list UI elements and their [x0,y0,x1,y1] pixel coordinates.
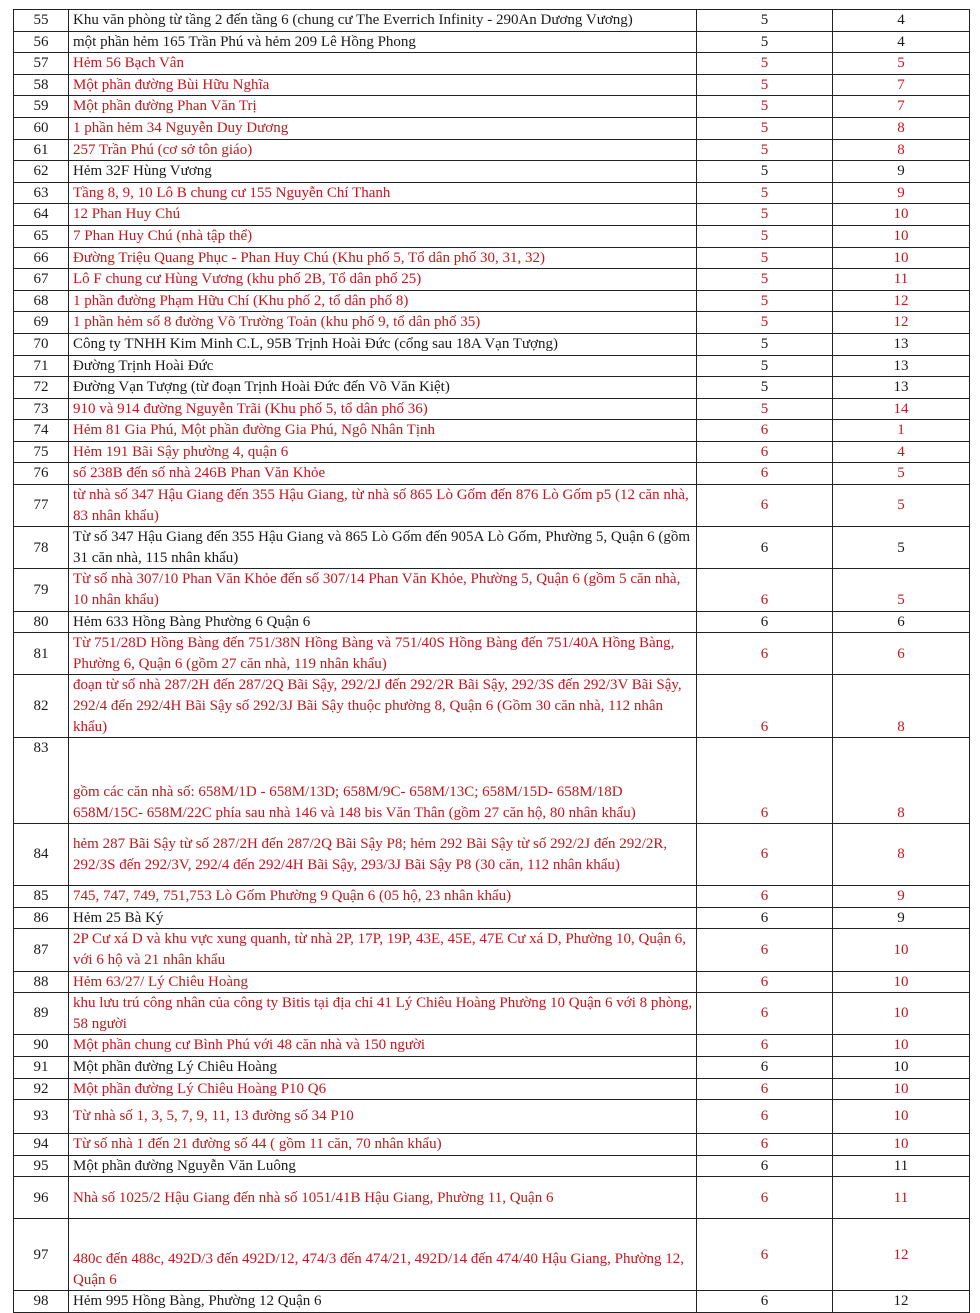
row-ward: 10 [833,204,970,226]
row-ward: 12 [833,312,970,334]
row-description: Hẻm 63/27/ Lý Chiêu Hoàng [69,971,697,993]
table-row [14,161,970,183]
row-number: 61 [14,139,69,161]
row-district: 6 [697,1035,833,1057]
table-row [14,1056,970,1078]
row-district: 5 [697,204,833,226]
row-district: 6 [697,1177,833,1219]
table-row [14,1078,970,1100]
row-district: 6 [697,929,833,971]
row-district: 6 [697,1056,833,1078]
row-description: Hẻm 25 Bà Ký [69,907,697,929]
table-row [14,377,970,399]
row-description: Từ 751/28D Hồng Bàng đến 751/38N Hồng Bàng và 751/40S Hồng Bàng đến 751/40A Hồng Bàng, Phường 6, Quận 6 (gồm 27 căn nhà, 119 nhân khẩu) [69,633,697,675]
table-row [14,1219,970,1291]
row-number: 72 [14,377,69,399]
row-number: 66 [14,247,69,269]
row-description: 745, 747, 749, 751,753 Lò Gốm Phường 9 Quận 6 (05 hộ, 23 nhân khẩu) [69,886,697,908]
table-row [14,1100,970,1134]
row-district: 6 [697,907,833,929]
row-description: đoạn từ số nhà 287/2H đến 287/2Q Bãi Sậy, 292/2J đến 292/2R Bãi Sậy, 292/3S đến 292/3V Bãi Sậy, 292/4 đến 292/4H Bãi Sậy số 292/3J Bãi Sậy thuộc phường 8, Quận 6 (Gồm 30 căn nhà, 112 nhân khẩu) [69,675,697,738]
row-ward: 10 [833,1056,970,1078]
row-ward: 8 [833,139,970,161]
row-ward: 12 [833,1291,970,1313]
row-ward: 5 [833,463,970,485]
row-number: 89 [14,993,69,1035]
row-description: khu lưu trú công nhân của công ty Bitis tại địa chỉ 41 Lý Chiêu Hoàng Phường 10 Quận 6 với 8 phòng, 58 người [69,993,697,1035]
row-district: 5 [697,247,833,269]
table-row [14,971,970,993]
row-description: Đường Vạn Tượng (từ đoạn Trịnh Hoài Đức đến Võ Văn Kiệt) [69,377,697,399]
row-number: 92 [14,1078,69,1100]
row-number: 67 [14,269,69,291]
row-ward: 10 [833,993,970,1035]
row-description: gồm các căn nhà số: 658M/1D - 658M/13D; 658M/9C- 658M/13C; 658M/15D- 658M/18D 658M/15C- 658M/22C phía sau nhà 146 và 148 bis Văn Thân (gồm 27 căn hộ, 80 nhân khẩu) [69,738,697,824]
row-district: 6 [697,993,833,1035]
row-description: 12 Phan Huy Chú [69,204,697,226]
row-ward: 10 [833,1100,970,1134]
row-number: 96 [14,1177,69,1219]
row-description: Từ nhà số 1, 3, 5, 7, 9, 11, 13 đường số 34 P10 [69,1100,697,1134]
row-number: 84 [14,824,69,886]
row-district: 6 [697,463,833,485]
row-district: 6 [697,569,833,611]
row-number: 86 [14,907,69,929]
row-district: 5 [697,53,833,75]
row-ward: 8 [833,738,970,824]
row-number: 69 [14,312,69,334]
table-row [14,96,970,118]
row-district: 6 [697,1100,833,1134]
row-district: 5 [697,139,833,161]
row-ward: 10 [833,247,970,269]
row-number: 74 [14,420,69,442]
row-district: 6 [697,738,833,824]
table-row [14,1155,970,1177]
row-ward: 10 [833,225,970,247]
table-row [14,886,970,908]
row-ward: 5 [833,527,970,569]
row-ward: 11 [833,1177,970,1219]
table-row [14,611,970,633]
row-number: 97 [14,1219,69,1291]
row-ward: 4 [833,441,970,463]
row-description: 1 phần hẻm 34 Nguyễn Duy Dương [69,117,697,139]
row-number: 58 [14,74,69,96]
table-row [14,824,970,886]
table-row [14,738,970,824]
row-ward: 5 [833,53,970,75]
row-district: 6 [697,971,833,993]
row-number: 91 [14,1056,69,1078]
table-row [14,269,970,291]
row-ward: 8 [833,675,970,738]
row-description: Một phần đường Lý Chiêu Hoàng P10 Q6 [69,1078,697,1100]
row-ward: 9 [833,886,970,908]
table-row [14,569,970,611]
row-number: 73 [14,398,69,420]
row-number: 95 [14,1155,69,1177]
row-ward: 10 [833,1134,970,1156]
table-row [14,312,970,334]
table-row [14,290,970,312]
row-description: 257 Trần Phú (cơ sở tôn giáo) [69,139,697,161]
row-description: Một phần chung cư Bình Phú với 48 căn nhà và 150 người [69,1035,697,1057]
table-row [14,53,970,75]
row-ward: 5 [833,485,970,527]
row-number: 93 [14,1100,69,1134]
row-description: Từ số nhà 307/10 Phan Văn Khỏe đến số 307/14 Phan Văn Khỏe, Phường 5, Quận 6 (gồm 5 căn nhà, 10 nhân khẩu) [69,569,697,611]
table-row [14,441,970,463]
row-number: 94 [14,1134,69,1156]
table-row [14,993,970,1035]
row-description: Hẻm 81 Gia Phú, Một phần đường Gia Phú, Ngô Nhân Tịnh [69,420,697,442]
row-ward: 9 [833,161,970,183]
row-district: 5 [697,31,833,53]
row-ward: 14 [833,398,970,420]
row-description: Từ số nhà 1 đến 21 đường số 44 ( gồm 11 căn, 70 nhân khẩu) [69,1134,697,1156]
row-description: Hẻm 633 Hồng Bàng Phường 6 Quận 6 [69,611,697,633]
row-description: Hẻm 995 Hồng Bàng, Phường 12 Quận 6 [69,1291,697,1313]
table-row [14,247,970,269]
row-number: 55 [14,10,69,32]
row-district: 6 [697,675,833,738]
row-description: Hẻm 191 Bãi Sậy phường 4, quận 6 [69,441,697,463]
row-description: Hẻm 56 Bạch Vân [69,53,697,75]
row-number: 87 [14,929,69,971]
table-row [14,355,970,377]
row-number: 88 [14,971,69,993]
table-row [14,907,970,929]
row-ward: 6 [833,633,970,675]
row-ward: 10 [833,1078,970,1100]
row-district: 6 [697,1219,833,1291]
table-row [14,139,970,161]
row-description: số 238B đến số nhà 246B Phan Văn Khỏe [69,463,697,485]
row-description: 1 phần đường Phạm Hữu Chí (Khu phố 2, tổ dân phố 8) [69,290,697,312]
table-row [14,1291,970,1313]
row-ward: 11 [833,269,970,291]
row-ward: 13 [833,333,970,355]
row-ward: 8 [833,117,970,139]
table-row [14,1177,970,1219]
row-number: 60 [14,117,69,139]
row-district: 5 [697,333,833,355]
row-number: 71 [14,355,69,377]
row-number: 70 [14,333,69,355]
table-row [14,398,970,420]
table-row [14,527,970,569]
row-ward: 9 [833,182,970,204]
row-ward: 4 [833,31,970,53]
row-ward: 12 [833,1219,970,1291]
row-description: 480c đến 488c, 492D/3 đến 492D/12, 474/3 đến 474/21, 492D/14 đến 474/40 Hậu Giang, Phường 12, Quận 6 [69,1219,697,1291]
row-description: Khu văn phòng từ tầng 2 đến tầng 6 (chung cư The Everrich Infinity - 290An Dương Vương) [69,10,697,32]
row-district: 5 [697,398,833,420]
row-number: 77 [14,485,69,527]
row-district: 6 [697,420,833,442]
row-description: Từ số 347 Hậu Giang đến 355 Hậu Giang và 865 Lò Gốm đến 905A Lò Gốm, Phường 5, Quận 6 (gồm 31 căn nhà, 115 nhân khẩu) [69,527,697,569]
row-number: 82 [14,675,69,738]
row-district: 5 [697,355,833,377]
row-ward: 12 [833,290,970,312]
row-district: 6 [697,824,833,886]
row-district: 6 [697,485,833,527]
row-description: Nhà số 1025/2 Hậu Giang đến nhà số 1051/41B Hậu Giang, Phường 11, Quận 6 [69,1177,697,1219]
row-description: Một phần đường Phan Văn Trị [69,96,697,118]
row-number: 81 [14,633,69,675]
row-description: 1 phần hẻm số 8 đường Võ Trường Toản (khu phố 9, tổ dân phố 35) [69,312,697,334]
row-description: từ nhà số 347 Hậu Giang đến 355 Hậu Giang, từ nhà số 865 Lò Gốm đến 876 Lò Gốm p5 (12 căn nhà, 83 nhân khẩu) [69,485,697,527]
row-district: 5 [697,117,833,139]
row-description: Một phần đường Lý Chiêu Hoàng [69,1056,697,1078]
row-ward: 6 [833,611,970,633]
row-description: Lô F chung cư Hùng Vương (khu phố 2B, Tổ dân phố 25) [69,269,697,291]
row-description: Hẻm 32F Hùng Vương [69,161,697,183]
row-number: 63 [14,182,69,204]
table-body [14,10,970,1313]
area-table [13,9,970,1313]
row-district: 5 [697,377,833,399]
row-description: Tầng 8, 9, 10 Lô B chung cư 155 Nguyễn Chí Thanh [69,182,697,204]
row-district: 6 [697,886,833,908]
table-row [14,74,970,96]
row-number: 79 [14,569,69,611]
row-description: 7 Phan Huy Chú (nhà tập thể) [69,225,697,247]
row-number: 59 [14,96,69,118]
row-number: 57 [14,53,69,75]
table-row [14,485,970,527]
row-number: 78 [14,527,69,569]
table-row [14,333,970,355]
table-row [14,633,970,675]
row-district: 5 [697,96,833,118]
row-district: 5 [697,10,833,32]
row-number: 76 [14,463,69,485]
row-description: một phần hẻm 165 Trần Phú và hẻm 209 Lê Hồng Phong [69,31,697,53]
table-row [14,10,970,32]
row-number: 80 [14,611,69,633]
row-district: 6 [697,611,833,633]
row-ward: 5 [833,569,970,611]
row-description: Một phần đường Bùi Hữu Nghĩa [69,74,697,96]
row-district: 6 [697,1291,833,1313]
row-ward: 9 [833,907,970,929]
row-number: 56 [14,31,69,53]
row-ward: 10 [833,971,970,993]
row-district: 5 [697,290,833,312]
row-number: 83 [14,738,69,824]
row-district: 6 [697,1134,833,1156]
row-ward: 13 [833,377,970,399]
row-district: 6 [697,633,833,675]
row-description: Công ty TNHH Kim Minh C.L, 95B Trịnh Hoài Đức (cổng sau 18A Vạn Tượng) [69,333,697,355]
row-district: 5 [697,74,833,96]
row-number: 65 [14,225,69,247]
row-number: 98 [14,1291,69,1313]
row-ward: 13 [833,355,970,377]
row-description: 2P Cư xá D và khu vực xung quanh, từ nhà 2P, 17P, 19P, 43E, 45E, 47E Cư xá D, Phường 10, Quận 6, với 6 hộ và 21 nhân khẩu [69,929,697,971]
table-row [14,1035,970,1057]
row-ward: 7 [833,74,970,96]
row-description: hẻm 287 Bãi Sậy từ số 287/2H đến 287/2Q Bãi Sậy P8; hẻm 292 Bãi Sậy từ số 292/2J đến 292/2R, 292/3S đến 292/3V, 292/4 đến 292/4H Bãi Sậy, 293/3J Bãi Sậy P8 (30 căn, 112 nhân khẩu) [69,824,697,886]
row-district: 5 [697,225,833,247]
row-number: 85 [14,886,69,908]
table-row [14,31,970,53]
row-ward: 10 [833,1035,970,1057]
row-ward: 1 [833,420,970,442]
row-number: 64 [14,204,69,226]
row-description: Đường Trịnh Hoài Đức [69,355,697,377]
row-number: 90 [14,1035,69,1057]
table-row [14,675,970,738]
table-row [14,117,970,139]
table-row [14,204,970,226]
row-district: 5 [697,161,833,183]
row-number: 62 [14,161,69,183]
row-ward: 11 [833,1155,970,1177]
row-ward: 10 [833,929,970,971]
table-row [14,929,970,971]
row-description: 910 và 914 đường Nguyễn Trãi (Khu phố 5, tổ dân phố 36) [69,398,697,420]
row-number: 75 [14,441,69,463]
row-district: 5 [697,312,833,334]
row-ward: 7 [833,96,970,118]
row-ward: 4 [833,10,970,32]
table-row [14,182,970,204]
row-number: 68 [14,290,69,312]
table-row [14,420,970,442]
table-row [14,1134,970,1156]
row-district: 6 [697,1155,833,1177]
row-district: 6 [697,441,833,463]
table-row [14,463,970,485]
row-description: Đường Triệu Quang Phục - Phan Huy Chú (Khu phố 5, Tổ dân phố 30, 31, 32) [69,247,697,269]
table-row [14,225,970,247]
row-district: 6 [697,527,833,569]
row-district: 5 [697,269,833,291]
row-description: Một phần đường Nguyễn Văn Luông [69,1155,697,1177]
row-district: 6 [697,1078,833,1100]
row-district: 5 [697,182,833,204]
row-ward: 8 [833,824,970,886]
